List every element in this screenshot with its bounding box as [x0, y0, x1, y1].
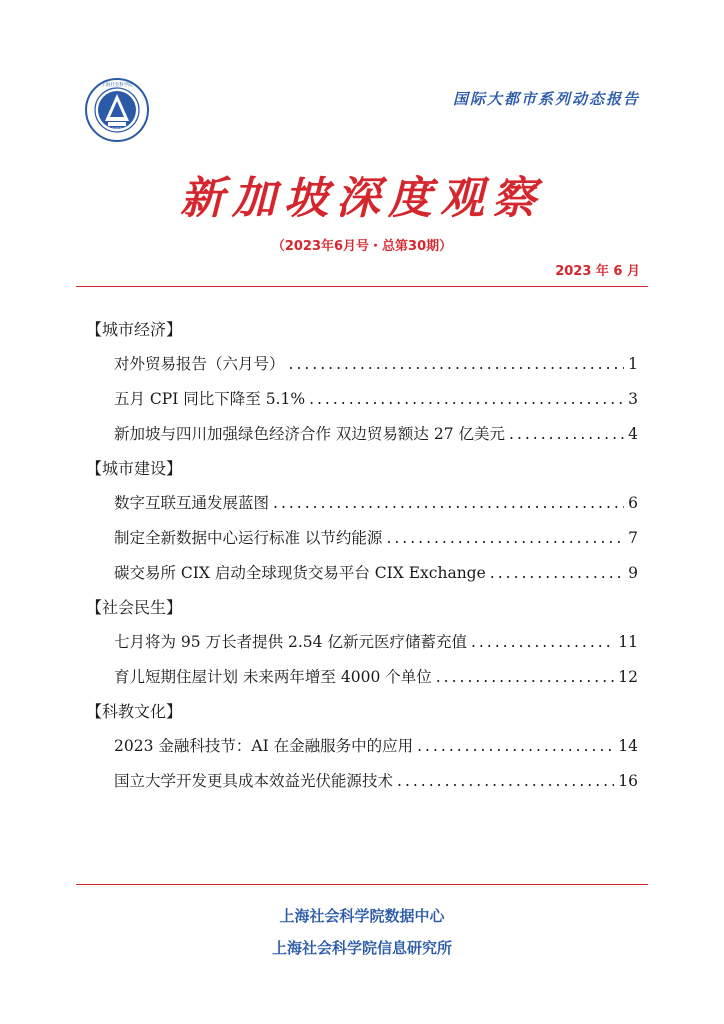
toc-leader-dots	[471, 630, 614, 654]
publication-date: 2023 年 6 月	[555, 264, 640, 279]
toc-entry-page: 14	[618, 737, 638, 755]
toc-entry[interactable]	[114, 387, 638, 411]
toc-leader-dots	[386, 526, 624, 550]
top-divider	[76, 286, 648, 287]
academy-logo	[84, 77, 150, 143]
issue-number: （2023年6月号・总第30期）	[271, 239, 453, 254]
toc-entry-page: 4	[628, 425, 638, 443]
toc-leader-dots	[309, 387, 624, 411]
toc-entry[interactable]	[114, 734, 638, 758]
toc-entry-page: 7	[628, 529, 638, 547]
toc-entry-page: 16	[618, 772, 638, 790]
toc-entry-title: 数字互联互通发展蓝图	[114, 494, 270, 512]
toc-entry[interactable]	[114, 630, 638, 654]
series-title: 国际大都市系列动态报告	[452, 90, 640, 108]
toc-entry-title: 碳交易所 CIX 启动全球现货交易平台 CIX Exchange	[114, 564, 486, 582]
toc-section-heading: 【社会民生】	[86, 598, 183, 617]
svg-text:1958: 1958	[111, 127, 123, 132]
toc-entry-title: 制定全新数据中心运行标准 以节约能源	[114, 529, 383, 547]
toc-entry-title: 对外贸易报告（六月号）	[114, 355, 285, 373]
toc-entry-page: 3	[628, 390, 638, 408]
toc-entry-title: 育儿短期住屋计划 未来两年增至 4000 个单位	[114, 668, 432, 686]
toc-leader-dots	[509, 422, 624, 446]
toc-entry-page: 11	[618, 633, 638, 651]
toc-leader-dots	[436, 665, 615, 689]
toc-leader-dots	[289, 352, 625, 376]
toc-entry[interactable]	[114, 561, 638, 585]
bottom-divider	[76, 884, 648, 885]
toc-entry-page: 9	[628, 564, 638, 582]
toc-entry-title: 五月 CPI 同比下降至 5.1%	[114, 390, 306, 408]
publication-title: 新加坡深度观察	[180, 173, 544, 224]
toc-entry-page: 6	[628, 494, 638, 512]
toc-entry-title: 2023 金融科技节：AI 在金融服务中的应用	[114, 737, 414, 755]
toc-entry-page: 1	[628, 355, 638, 373]
svg-text:上海社会科学院: 上海社会科学院	[101, 83, 133, 88]
publisher-info-institute: 上海社会科学院信息研究所	[271, 939, 452, 957]
table-of-contents	[86, 318, 638, 804]
toc-entry-page: 12	[618, 668, 638, 686]
toc-entry-title: 新加坡与四川加强绿色经济合作 双边贸易额达 27 亿美元	[114, 425, 506, 443]
toc-section-heading: 【科教文化】	[86, 702, 183, 721]
toc-leader-dots	[397, 769, 614, 793]
toc-entry-title: 七月将为 95 万长者提供 2.54 亿新元医疗储蓄充值	[114, 633, 467, 651]
toc-section-heading: 【城市建设】	[86, 459, 183, 478]
toc-entry[interactable]	[114, 665, 638, 689]
toc-entry[interactable]	[114, 769, 638, 793]
toc-entry-title: 国立大学开发更具成本效益光伏能源技术	[114, 772, 394, 790]
toc-leader-dots	[273, 491, 624, 515]
publisher-data-center: 上海社会科学院数据中心	[279, 907, 445, 925]
toc-entry[interactable]	[114, 352, 638, 376]
toc-section-heading: 【城市经济】	[86, 320, 183, 339]
toc-leader-dots	[490, 561, 624, 585]
toc-leader-dots	[417, 734, 614, 758]
toc-entry[interactable]	[114, 422, 638, 446]
toc-entry[interactable]	[114, 526, 638, 550]
toc-entry[interactable]	[114, 491, 638, 515]
